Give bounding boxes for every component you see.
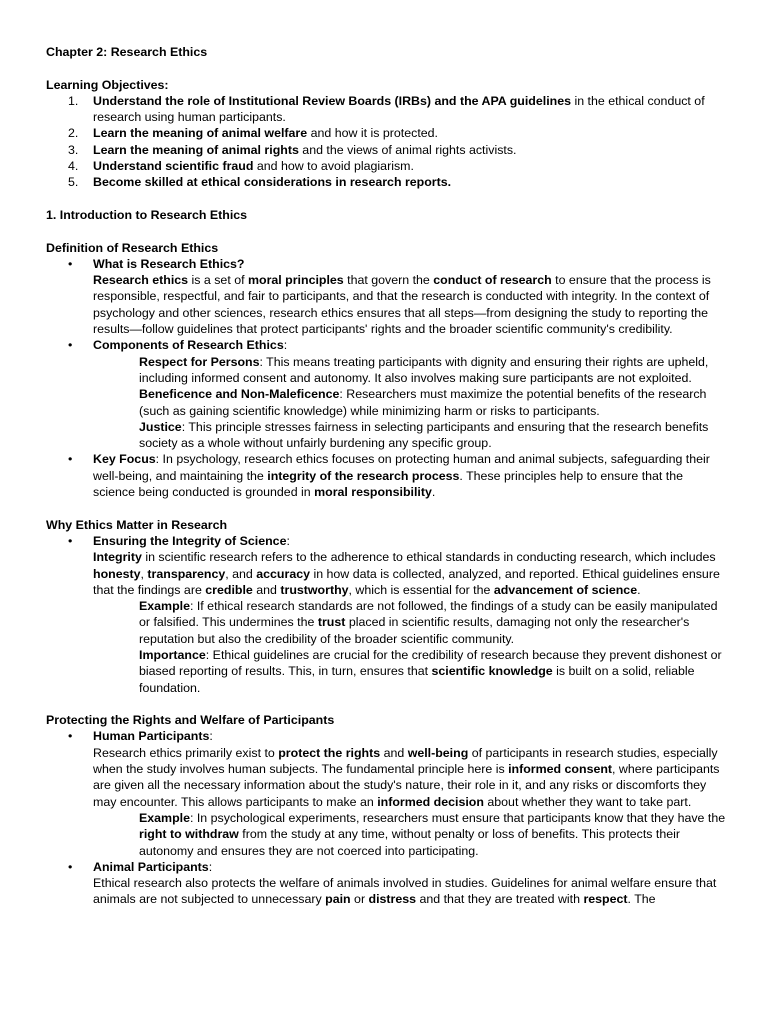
bullet-item xyxy=(46,451,726,500)
bullet-item: • Animal Participants: Ethical research also protects the welfare of animals involved in studies. Guidelines for animal welfare ensure that animals are not subjected to unnecessary pain or distress and that they are treated with respect. The xyxy=(46,859,726,908)
bullet-icon: • xyxy=(68,729,73,744)
learning-objectives-heading: Learning Objectives: xyxy=(46,77,169,92)
component-item: Beneficence and Non-Maleficence: Researchers must maximize the potential benefits of the research (such as gaining scientific knowledge) while minimizing harm or risks to participants. xyxy=(139,387,707,418)
learning-objectives-list xyxy=(46,93,726,191)
integrity-paragraph: Integrity in scientific research refers to the adherence to ethical standards in conducting research, which includes honesty, transparency, and accuracy in how data is collected, analyzed, and reported. Ethical guidelines ensure that the findings are credible and trustworthy, which is essential for the advancement of science. xyxy=(93,550,720,597)
definition-list xyxy=(46,256,726,500)
definition-paragraph: Research ethics is a set of moral principles that govern the conduct of research to ensure that the process is responsible, respectful, and fair to participants, and that the research is conducted with integrity. In the context of psychology and other sciences, research ethics ensures that all steps—from designing the study to reporting the results—follow guidelines that protect participants' rights and the broader scientific community's credibility. xyxy=(93,273,711,337)
human-sublist xyxy=(93,810,726,859)
bullet-icon: • xyxy=(68,338,73,353)
importance-item: Importance: Ethical guidelines are crucial for the credibility of research because they prevent dishonest or biased reporting of results. This, in turn, ensures that scientific knowledge is built on a solid, reliable foundation. xyxy=(139,647,722,695)
objective-item: 1. Understand the role of Institutional Review Boards (IRBs) and the APA guidelines in the ethical conduct of research using human participants. xyxy=(68,93,705,125)
objective-item: 2. Learn the meaning of animal welfare and how it is protected. xyxy=(68,126,439,141)
example-item: Example: In psychological experiments, researchers must ensure that participants know that they have the right to withdraw from the study at any time, without penalty or loss of benefits. This protects their autonomy and ensures they are not coerced into participating. xyxy=(139,810,726,858)
bullet-icon: • xyxy=(68,859,73,874)
definition-heading: Definition of Research Ethics xyxy=(46,240,219,255)
section-heading: 1. Introduction to Research Ethics xyxy=(46,207,248,222)
protecting-heading: Protecting the Rights and Welfare of Participants xyxy=(46,713,335,728)
document-page xyxy=(46,44,726,908)
why-heading: Why Ethics Matter in Research xyxy=(46,517,228,532)
protecting-list xyxy=(46,728,726,907)
animal-paragraph: Ethical research also protects the welfare of animals involved in studies. Guidelines for animal welfare ensure that animals are not subjected to unnecessary pain or distress and that they are treated with respect. The xyxy=(93,876,717,907)
objective-item: 5. Become skilled at ethical considerations in research reports. xyxy=(68,175,452,190)
chapter-title: Chapter 2: Research Ethics xyxy=(46,45,208,59)
why-sublist xyxy=(93,598,726,696)
components-sublist xyxy=(93,354,726,452)
why-list xyxy=(46,533,726,696)
bullet-item: • Ensuring the Integrity of Science: Integrity in scientific research refers to the adherence to ethical standards in conducting research, which includes honesty, transparency, and accuracy in how data is collected, analyzed, and reported. Ethical guidelines ensure that the findings are credible and trustworthy, which is essential for the advancement of science. Example: If ethical research standards are not followed, the findings of a study can be easily manipulated or falsified. This undermines the trust placed in scientific results, damaging not only the researcher's reputation but also the credibility of the broader scientific community. Importance: Ethical guidelines are crucial for the credibility of research because they prevent dishonest or biased reporting of results. This, in turn, ensures that scientific knowledge is built on a solid, reliable foundation. xyxy=(46,533,726,696)
bullet-item: • Human Participants: Research ethics primarily exist to protect the rights and well-being of participants in research studies, especially when the study involves human subjects. The fundamental principle here is informed consent, where participants are given all the necessary information about the study's nature, their role in it, and any risks or discomforts they may encounter. This allows participants to make an informed decision about whether they want to take part. Example: In psychological experiments, researchers must ensure that participants know that they have the right to withdraw from the study at any time, without penalty or loss of benefits. This protects their autonomy and ensures they are not coerced into participating. xyxy=(68,729,726,858)
objective-item: 3. Learn the meaning of animal rights and the views of animal rights activists. xyxy=(68,142,517,157)
human-paragraph: Research ethics primarily exist to protect the rights and well-being of participants in research studies, especially when the study involves human subjects. The fundamental principle here is informed consent, where participants are given all the necessary information about the study's nature, their role in it, and any risks or discomforts they may encounter. This allows participants to make an informed decision about whether they want to take part. xyxy=(93,745,720,809)
component-item: Respect for Persons: This means treating participants with dignity and ensuring their rights are upheld, including informed consent and autonomy. It also involves making sure participants are not exploited. xyxy=(139,354,709,385)
bullet-icon: • xyxy=(68,452,73,467)
bullet-icon: • xyxy=(68,533,73,548)
bullet-item: • What is Research Ethics? Research ethics is a set of moral principles that govern the conduct of research to ensure that the process is responsible, respectful, and fair to participants, and that the research is conducted with integrity. In the context of psychology and other sciences, research ethics ensures that all steps—from designing the study to reporting the results—follow guidelines that protect participants' rights and the broader scientific community's credibility. xyxy=(46,256,726,337)
bullet-item: • Components of Research Ethics: Respect for Persons: This means treating participants with dignity and ensuring their rights are upheld, including informed consent and autonomy. It also involves making sure participants are not exploited. Beneficence and Non-Maleficence: Researchers must maximize the potential benefits of the research (such as gaining scientific knowledge) while minimizing harm or risks to participants. Justice: This principle stresses fairness in selecting participants and ensuring that the research benefits society as a whole without unfairly burdening any specific group. xyxy=(46,337,726,451)
example-item: Example: If ethical research standards are not followed, the findings of a study can be easily manipulated or falsified. This undermines the trust placed in scientific results, damaging not only the researcher's reputation but also the credibility of the broader scientific community. xyxy=(139,599,718,646)
key-focus-paragraph: Key Focus: In psychology, research ethics focuses on protecting human and animal subjects, safeguarding their well-being, and maintaining the integrity of the research process. These principles help to ensure that the science being conducted is grounded in moral responsibility. xyxy=(93,452,710,500)
component-item: Justice: This principle stresses fairness in selecting participants and ensuring that the research benefits society as a whole without unfairly burdening any specific group. xyxy=(139,419,709,451)
bullet-icon: • xyxy=(68,256,73,271)
objective-item: 4. Understand scientific fraud and how to avoid plagiarism. xyxy=(68,159,414,174)
